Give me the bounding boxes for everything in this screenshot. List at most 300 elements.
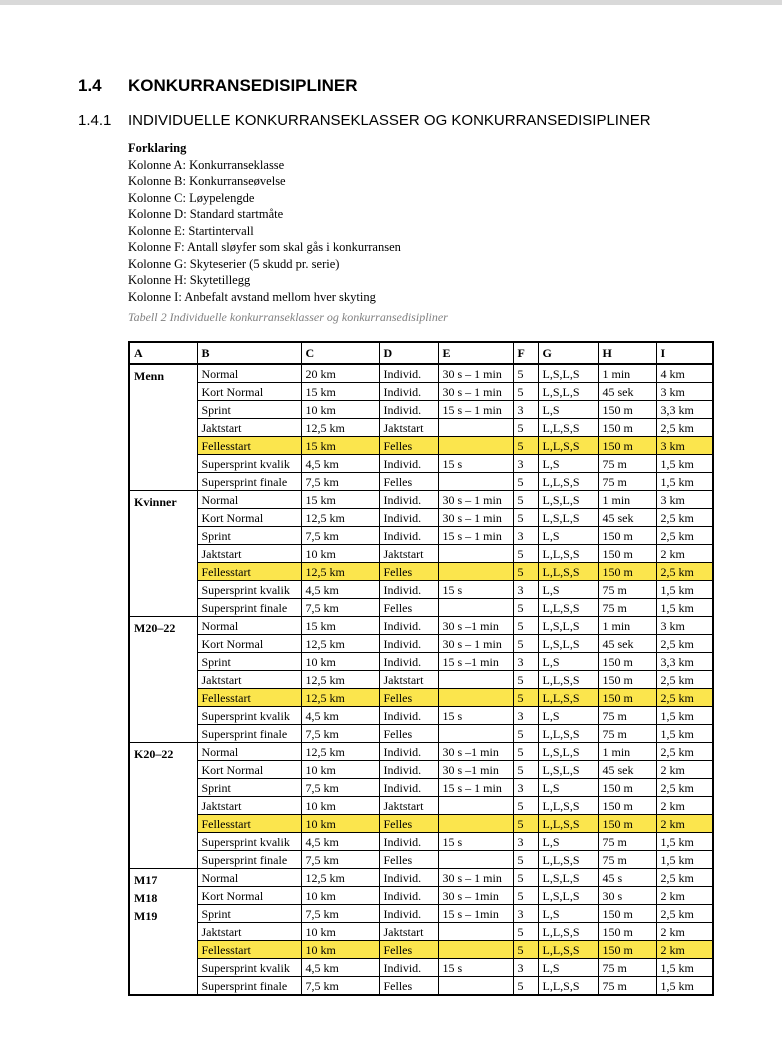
- table-cell: Felles: [379, 851, 438, 869]
- table-cell: L,L,S,S: [538, 689, 598, 707]
- table-cell: Individ.: [379, 761, 438, 779]
- table-cell: 5: [513, 364, 538, 383]
- legend-line: Kolonne A: Konkurranseklasse: [128, 157, 285, 172]
- table-cell: 150 m: [598, 527, 656, 545]
- table-cell: 7,5 km: [301, 977, 379, 996]
- table-row: [129, 545, 713, 563]
- table-cell: 10 km: [301, 887, 379, 905]
- table-cell: [438, 851, 513, 869]
- table-cell: L,L,S,S: [538, 545, 598, 563]
- table-cell: L,S,L,S: [538, 364, 598, 383]
- table-cell: Individ.: [379, 455, 438, 473]
- table-cell: Kort Normal: [197, 383, 301, 401]
- table-cell: 45 sek: [598, 635, 656, 653]
- table-cell: 15 s –1 min: [438, 653, 513, 671]
- table-cell: Individ.: [379, 743, 438, 761]
- legend-line: Kolonne F: Antall sløyfer som skal gås i konkurransen: [128, 240, 401, 254]
- table-cell: Kort Normal: [197, 509, 301, 527]
- table-cell: 5: [513, 743, 538, 761]
- table-cell: 1,5 km: [656, 707, 713, 725]
- table-cell: L,L,S,S: [538, 473, 598, 491]
- table-cell: 10 km: [301, 401, 379, 419]
- table-cell: L,S,L,S: [538, 491, 598, 509]
- table-cell: Individ.: [379, 887, 438, 905]
- table-cell: 2 km: [656, 887, 713, 905]
- table-cell: Normal: [197, 869, 301, 887]
- table-cell: 12,5 km: [301, 689, 379, 707]
- table-cell: Felles: [379, 437, 438, 455]
- table-cell: Supersprint kvalik: [197, 833, 301, 851]
- table-cell: 1,5 km: [656, 977, 713, 996]
- table-cell: Individ.: [379, 707, 438, 725]
- table-cell: 2 km: [656, 545, 713, 563]
- table-cell: [438, 689, 513, 707]
- table-cell: Individ.: [379, 364, 438, 383]
- table-cell: 2,5 km: [656, 563, 713, 581]
- section-heading: [78, 76, 358, 96]
- table-cell: 10 km: [301, 797, 379, 815]
- table-cell: L,S: [538, 401, 598, 419]
- table-cell: 2 km: [656, 923, 713, 941]
- table-cell: Sprint: [197, 779, 301, 797]
- table-cell: Supersprint finale: [197, 977, 301, 996]
- table-cell: Felles: [379, 689, 438, 707]
- column-header: D: [379, 342, 438, 364]
- column-legend: [128, 140, 401, 305]
- table-row: [129, 833, 713, 851]
- table-cell: 5: [513, 599, 538, 617]
- table-cell: [438, 473, 513, 491]
- table-cell: 10 km: [301, 545, 379, 563]
- table-header-row: [129, 342, 713, 364]
- table-cell: 15 km: [301, 491, 379, 509]
- table-cell: 75 m: [598, 599, 656, 617]
- table-cell: 4,5 km: [301, 959, 379, 977]
- table-cell: 2,5 km: [656, 635, 713, 653]
- table-cell: 12,5 km: [301, 635, 379, 653]
- table-cell: 4 km: [656, 364, 713, 383]
- section-number: 1.4: [78, 76, 102, 95]
- table-cell: 5: [513, 671, 538, 689]
- table-cell: Jaktstart: [197, 923, 301, 941]
- table-cell: L,S,L,S: [538, 743, 598, 761]
- class-label-cell: [129, 491, 197, 617]
- table-cell: 45 s: [598, 869, 656, 887]
- table-row: [129, 977, 713, 996]
- table-cell: 5: [513, 545, 538, 563]
- table-cell: L,S: [538, 653, 598, 671]
- table-cell: Jaktstart: [379, 671, 438, 689]
- table-row: [129, 887, 713, 905]
- table-cell: Fellesstart: [197, 941, 301, 959]
- table-row: [129, 671, 713, 689]
- table-cell: 30 s – 1 min: [438, 869, 513, 887]
- table-row: [129, 581, 713, 599]
- table-cell: 75 m: [598, 455, 656, 473]
- table-cell: 7,5 km: [301, 527, 379, 545]
- table-cell: L,S,L,S: [538, 509, 598, 527]
- table-cell: 1,5 km: [656, 851, 713, 869]
- table-cell: 5: [513, 437, 538, 455]
- table-cell: 150 m: [598, 671, 656, 689]
- table-caption: Tabell 2 Individuelle konkurranseklasser og konkurransedisipliner: [128, 310, 448, 324]
- table-cell: Individ.: [379, 635, 438, 653]
- table-cell: 30 s: [598, 887, 656, 905]
- table-cell: 5: [513, 635, 538, 653]
- table-cell: 7,5 km: [301, 473, 379, 491]
- table-cell: 10 km: [301, 941, 379, 959]
- table-cell: Jaktstart: [197, 797, 301, 815]
- table-cell: 4,5 km: [301, 455, 379, 473]
- column-header: A: [129, 342, 197, 364]
- table-cell: 150 m: [598, 401, 656, 419]
- table-cell: Felles: [379, 563, 438, 581]
- table-cell: Individ.: [379, 509, 438, 527]
- table-cell: 3: [513, 707, 538, 725]
- table-cell: 4,5 km: [301, 833, 379, 851]
- table-cell: 30 s –1 min: [438, 617, 513, 635]
- table-cell: Jaktstart: [379, 419, 438, 437]
- table-cell: 15 km: [301, 437, 379, 455]
- table-cell: 1 min: [598, 491, 656, 509]
- table-cell: L,L,S,S: [538, 419, 598, 437]
- table-cell: 5: [513, 383, 538, 401]
- table-cell: Supersprint kvalik: [197, 581, 301, 599]
- table-cell: 1,5 km: [656, 833, 713, 851]
- table-cell: 3: [513, 833, 538, 851]
- table-cell: 7,5 km: [301, 905, 379, 923]
- table-cell: 7,5 km: [301, 725, 379, 743]
- table-cell: [438, 725, 513, 743]
- table-cell: 15 s: [438, 833, 513, 851]
- column-header: G: [538, 342, 598, 364]
- table-cell: Normal: [197, 743, 301, 761]
- table-cell: Individ.: [379, 581, 438, 599]
- table-cell: Jaktstart: [379, 545, 438, 563]
- table-cell: Individ.: [379, 905, 438, 923]
- table-cell: 3 km: [656, 437, 713, 455]
- table-cell: Supersprint finale: [197, 851, 301, 869]
- table-cell: Sprint: [197, 905, 301, 923]
- table-cell: 4,5 km: [301, 707, 379, 725]
- table-cell: Supersprint finale: [197, 725, 301, 743]
- table-cell: L,L,S,S: [538, 815, 598, 833]
- table-cell: Individ.: [379, 869, 438, 887]
- table-cell: 3: [513, 527, 538, 545]
- table-cell: 75 m: [598, 581, 656, 599]
- table-cell: 3: [513, 959, 538, 977]
- table-cell: L,L,S,S: [538, 671, 598, 689]
- class-label: M18: [134, 891, 158, 905]
- legend-line: Kolonne G: Skyteserier (5 skudd pr. serie): [128, 256, 340, 271]
- table-cell: 5: [513, 923, 538, 941]
- class-label: M19: [134, 909, 158, 923]
- table-cell: 150 m: [598, 941, 656, 959]
- table-cell: Jaktstart: [379, 923, 438, 941]
- table-cell: 3: [513, 455, 538, 473]
- table-cell: L,L,S,S: [538, 977, 598, 996]
- table-row: [129, 455, 713, 473]
- table-cell: Individ.: [379, 779, 438, 797]
- table-cell: Felles: [379, 599, 438, 617]
- column-header: E: [438, 342, 513, 364]
- table-cell: 75 m: [598, 977, 656, 996]
- table-cell: 15 s – 1 min: [438, 401, 513, 419]
- table-cell: L,L,S,S: [538, 563, 598, 581]
- table-cell: 2,5 km: [656, 869, 713, 887]
- section-title: KONKURRANSEDISIPLINER: [128, 76, 358, 95]
- table-cell: 10 km: [301, 923, 379, 941]
- table-cell: 75 m: [598, 851, 656, 869]
- table-row: [129, 779, 713, 797]
- window-top-edge: [0, 0, 782, 5]
- table-cell: 1 min: [598, 364, 656, 383]
- table-cell: L,L,S,S: [538, 851, 598, 869]
- table-cell: 30 s – 1 min: [438, 509, 513, 527]
- table-cell: Sprint: [197, 527, 301, 545]
- table-cell: 5: [513, 797, 538, 815]
- table-cell: 5: [513, 419, 538, 437]
- table-cell: Individ.: [379, 527, 438, 545]
- table-cell: L,S: [538, 527, 598, 545]
- table-cell: 7,5 km: [301, 599, 379, 617]
- table-row: [129, 635, 713, 653]
- table-cell: [438, 923, 513, 941]
- table-cell: [438, 437, 513, 455]
- table-row: [129, 707, 713, 725]
- table-cell: Fellesstart: [197, 815, 301, 833]
- table-cell: 150 m: [598, 437, 656, 455]
- table-cell: Felles: [379, 977, 438, 996]
- table-cell: Jaktstart: [197, 671, 301, 689]
- table-row: [129, 437, 713, 455]
- table-cell: 2,5 km: [656, 743, 713, 761]
- table-row: [129, 923, 713, 941]
- table-cell: 15 s: [438, 959, 513, 977]
- table-cell: L,S: [538, 455, 598, 473]
- table-cell: 2,5 km: [656, 419, 713, 437]
- table-cell: 15 km: [301, 383, 379, 401]
- table-cell: 3 km: [656, 383, 713, 401]
- table-cell: 1 min: [598, 743, 656, 761]
- table-row: [129, 383, 713, 401]
- table-cell: L,L,S,S: [538, 797, 598, 815]
- table-cell: 45 sek: [598, 761, 656, 779]
- table-cell: Individ.: [379, 617, 438, 635]
- table-row: [129, 797, 713, 815]
- table-cell: 5: [513, 617, 538, 635]
- table-row: [129, 401, 713, 419]
- table-cell: Normal: [197, 491, 301, 509]
- table-cell: 30 s –1 min: [438, 743, 513, 761]
- table-cell: 12,5 km: [301, 509, 379, 527]
- table-cell: L,S: [538, 707, 598, 725]
- table-cell: 12,5 km: [301, 743, 379, 761]
- table-cell: 5: [513, 851, 538, 869]
- table-cell: Jaktstart: [379, 797, 438, 815]
- table-cell: L,L,S,S: [538, 599, 598, 617]
- table-cell: 2,5 km: [656, 671, 713, 689]
- table-cell: Kort Normal: [197, 761, 301, 779]
- table-cell: Fellesstart: [197, 563, 301, 581]
- class-label-cell: [129, 364, 197, 491]
- table-cell: 30 s – 1 min: [438, 491, 513, 509]
- column-header: I: [656, 342, 713, 364]
- table-cell: Kort Normal: [197, 635, 301, 653]
- table-cell: 1,5 km: [656, 959, 713, 977]
- table-cell: [438, 815, 513, 833]
- table-row: [129, 617, 713, 635]
- column-header: H: [598, 342, 656, 364]
- table-cell: 3: [513, 653, 538, 671]
- table-cell: Supersprint kvalik: [197, 455, 301, 473]
- table-cell: 150 m: [598, 779, 656, 797]
- legend-line: Kolonne B: Konkurranseøvelse: [128, 174, 286, 188]
- table-cell: 3 km: [656, 617, 713, 635]
- table-cell: 5: [513, 725, 538, 743]
- table-cell: Individ.: [379, 491, 438, 509]
- column-header: C: [301, 342, 379, 364]
- table-cell: 30 s – 1min: [438, 887, 513, 905]
- table-cell: L,S,L,S: [538, 383, 598, 401]
- table-cell: 10 km: [301, 815, 379, 833]
- table-cell: 1,5 km: [656, 725, 713, 743]
- table-cell: 15 s – 1 min: [438, 527, 513, 545]
- table-cell: 30 s –1 min: [438, 761, 513, 779]
- table-cell: 7,5 km: [301, 851, 379, 869]
- table-row: [129, 599, 713, 617]
- table-cell: Normal: [197, 364, 301, 383]
- table-cell: 1,5 km: [656, 455, 713, 473]
- table-row: [129, 941, 713, 959]
- table-cell: Supersprint kvalik: [197, 707, 301, 725]
- table-cell: L,S,L,S: [538, 761, 598, 779]
- table-cell: 30 s – 1 min: [438, 364, 513, 383]
- table-cell: 12,5 km: [301, 671, 379, 689]
- table-cell: [438, 797, 513, 815]
- table-cell: 12,5 km: [301, 869, 379, 887]
- table-cell: 150 m: [598, 905, 656, 923]
- table-cell: Felles: [379, 725, 438, 743]
- table-cell: [438, 419, 513, 437]
- table-cell: Jaktstart: [197, 419, 301, 437]
- legend-line: Kolonne E: Startintervall: [128, 223, 254, 238]
- table-cell: 150 m: [598, 797, 656, 815]
- table-row: [129, 527, 713, 545]
- table-cell: 75 m: [598, 959, 656, 977]
- table-cell: 5: [513, 689, 538, 707]
- table-cell: 45 sek: [598, 383, 656, 401]
- table-cell: 3 km: [656, 491, 713, 509]
- table-cell: L,S,L,S: [538, 635, 598, 653]
- table-cell: 15 s – 1min: [438, 905, 513, 923]
- table-cell: 5: [513, 563, 538, 581]
- table-cell: 45 sek: [598, 509, 656, 527]
- table-row: [129, 491, 713, 509]
- table-cell: 150 m: [598, 419, 656, 437]
- table-cell: 5: [513, 977, 538, 996]
- table-cell: Fellesstart: [197, 437, 301, 455]
- table-cell: Fellesstart: [197, 689, 301, 707]
- table-cell: Individ.: [379, 959, 438, 977]
- table-cell: 2,5 km: [656, 689, 713, 707]
- table-row: [129, 743, 713, 761]
- table-cell: 150 m: [598, 815, 656, 833]
- table-cell: Jaktstart: [197, 545, 301, 563]
- table-cell: 150 m: [598, 563, 656, 581]
- table-cell: 3: [513, 779, 538, 797]
- table-row: [129, 364, 713, 383]
- table-cell: 2 km: [656, 941, 713, 959]
- table-cell: 15 s: [438, 455, 513, 473]
- table-cell: 75 m: [598, 707, 656, 725]
- class-label-cell: [129, 743, 197, 869]
- subsection-number: 1.4.1: [78, 112, 112, 129]
- table-cell: 5: [513, 761, 538, 779]
- table-row: [129, 509, 713, 527]
- class-label: M17: [134, 873, 158, 887]
- table-cell: L,S,L,S: [538, 869, 598, 887]
- legend-line: Kolonne I: Anbefalt avstand mellom hver skyting: [128, 289, 376, 304]
- table-cell: Felles: [379, 941, 438, 959]
- table-row: [129, 851, 713, 869]
- table-cell: 1,5 km: [656, 581, 713, 599]
- table-cell: 5: [513, 473, 538, 491]
- column-header: B: [197, 342, 301, 364]
- table-row: [129, 725, 713, 743]
- table-row: [129, 869, 713, 887]
- table-cell: 10 km: [301, 761, 379, 779]
- table-cell: [438, 563, 513, 581]
- table-cell: L,S: [538, 581, 598, 599]
- table-cell: 12,5 km: [301, 419, 379, 437]
- table-cell: Normal: [197, 617, 301, 635]
- class-label: Menn: [134, 369, 164, 383]
- table-cell: 15 s – 1 min: [438, 779, 513, 797]
- table-row: [129, 761, 713, 779]
- table-cell: L,S: [538, 833, 598, 851]
- table-cell: 150 m: [598, 923, 656, 941]
- class-label-cell: [129, 617, 197, 743]
- table-row: [129, 815, 713, 833]
- table-cell: L,L,S,S: [538, 437, 598, 455]
- table-cell: Kort Normal: [197, 887, 301, 905]
- disciplines-table: [128, 341, 714, 996]
- table-cell: 7,5 km: [301, 779, 379, 797]
- table-cell: L,S: [538, 779, 598, 797]
- table-cell: 30 s – 1 min: [438, 383, 513, 401]
- table-cell: L,L,S,S: [538, 923, 598, 941]
- table-cell: [438, 977, 513, 996]
- table-cell: L,L,S,S: [538, 725, 598, 743]
- table-cell: 15 km: [301, 617, 379, 635]
- legend-title: Forklaring: [128, 141, 187, 155]
- table-cell: 3: [513, 401, 538, 419]
- table-cell: 5: [513, 887, 538, 905]
- table-row: [129, 563, 713, 581]
- table-row: [129, 653, 713, 671]
- table-cell: [438, 941, 513, 959]
- table-cell: 30 s – 1 min: [438, 635, 513, 653]
- table-row: [129, 959, 713, 977]
- legend-line: Kolonne H: Skytetillegg: [128, 273, 251, 287]
- table-cell: Sprint: [197, 653, 301, 671]
- class-label: M20–22: [134, 621, 176, 635]
- table-cell: 4,5 km: [301, 581, 379, 599]
- table-cell: 5: [513, 815, 538, 833]
- class-label-cell: [129, 869, 197, 996]
- table-cell: 150 m: [598, 545, 656, 563]
